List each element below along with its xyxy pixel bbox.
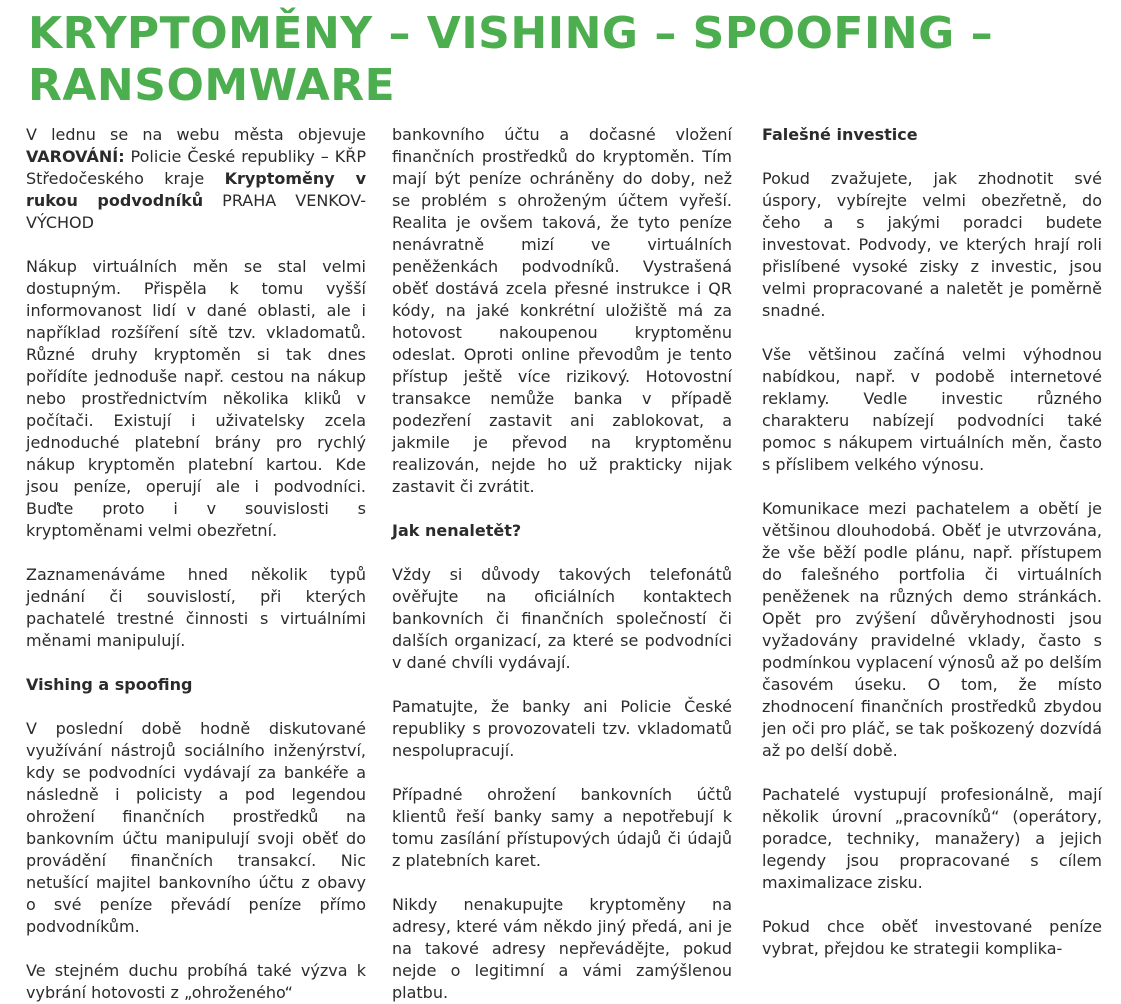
paragraph: bankovního účtu a dočasné vložení finančních prostředků do kryptoměn. Tím mají být peníze ochráněny do doby, než se problém s ohroženým účtem vyřeší. Realita je ovšem taková, že tyto peníze nenávratně mizí ve virtuálních peněženkách podvodníků. Vystrašená oběť dostává zcela přesné instrukce i QR kódy, na jaké konkrétní uložiště má za hotovost nakoupenou kryptoměnu odeslat. Oproti online převodům je tento přístup ještě více rizikový. Hotovostní transakce nemůže banka v případě podezření zastavit ani zablokovat, a jakmile je převod na kryptoměnu realizován, nejde ho už prakticky nijak zastavit či zvrátit. — [392, 125, 732, 496]
section-heading-how-not-to-fall: Jak nenaletět? — [392, 521, 522, 540]
paragraph: Pachatelé vystupují profesionálně, mají několik úrovní „pracovníků“ (operátory, poradce, techniky, manažery) a jejich legendy jsou propracované s cílem maximalizace zisku. — [762, 785, 1102, 892]
paragraph: Vše většinou začíná velmi výhodnou nabídkou, např. v podobě internetové reklamy. Vedle investic různého charakteru nabízejí podvodníci také pomoc s nákupem virtuálních měn, často s příslibem velkého výnosu. — [762, 345, 1102, 474]
section-heading-fake-investments: Falešné investice — [762, 125, 918, 144]
paragraph: V poslední době hodně diskutované využívání nástrojů sociálního inženýrství, kdy se podvodníci vydávají za bankéře a následně i policisty a pod legendou ohrožení finančních prostředků na bankovním účtu manipulují svoji oběť do provádění finančních transakcí. Nic netušící majitel bankovního účtu z obavy o své peníze převádí peníze přímo podvodníkům. — [26, 719, 366, 936]
paragraph: Případné ohrožení bankovních účtů klientů řeší banky samy a nepotřebují k tomu zasílání přístupových údajů či údajů z platebních karet. — [392, 785, 732, 870]
intro-text-c: Policie České republiky – KŘP Středočeského kraje — [26, 147, 366, 188]
intro-text-e: PRAHA VENKOV-VÝCHOD — [26, 191, 367, 232]
paragraph: Pokud zvažujete, jak zhodnotit své úspory, vybírejte velmi obezřetně, do čeho a s jakými poradci budete investovat. Podvody, ve kterých hrají roli přislíbené vysoké zisky z investic, jsou velmi propracované a naletět je poměrně snadné. — [762, 169, 1102, 320]
warning-headline: Kryptoměny v rukou podvodníků — [26, 169, 366, 210]
article-column-3 — [762, 124, 1102, 960]
paragraph: Nákup virtuálních měn se stal velmi dostupným. Přispěla k tomu vyšší informovanost lidí v dané oblasti, ale i například rozšíření sítě tzv. vkladomatů. Různé druhy kryptoměn si tak dnes pořídíte jednoduše např. cestou na nákup nebo prostřednictvím několika kliků v počítači. Existují i uživatelsky zcela jednoduché platební brány pro rychlý nákup kryptoměn platební kartou. Kde jsou peníze, operují ale i podvodníci. Buďte proto i v souvislosti s kryptoměnami velmi obezřetní. — [26, 257, 366, 540]
paragraph: Pamatujte, že banky ani Policie České republiky s provozovateli tzv. vkladomatů nespolupracují. — [392, 697, 732, 760]
article-title: KRYPTOMĚNY – VISHING – SPOOFING – RANSOMWARE — [28, 8, 994, 111]
section-heading-vishing: Vishing a spoofing — [26, 675, 193, 694]
intro-paragraph — [26, 124, 366, 234]
warning-label: VAROVÁNÍ: — [26, 147, 125, 166]
paragraph: Ve stejném duchu probíhá také výzva k vybrání hotovosti z „ohroženého“ — [26, 961, 366, 1002]
intro-text-a: V lednu se na webu města objevuje — [26, 125, 366, 144]
paragraph: Pokud chce oběť investované peníze vybrat, přejdou ke strategii komplika- — [762, 917, 1102, 958]
paragraph: Nikdy nenakupujte kryptoměny na adresy, které vám někdo jiný předá, ani je na takové adresy nepřevádějte, pokud nejde o legitimní a vámi zamýšlenou platbu. — [392, 895, 732, 1002]
article-column-2 — [392, 124, 732, 1004]
paragraph: Zaznamenáváme hned několik typů jednání či souvislostí, při kterých pachatelé trestné činnosti s virtuálními měnami manipulují. — [26, 565, 366, 650]
paragraph: Komunikace mezi pachatelem a obětí je většinou dlouhodobá. Oběť je utvrzována, že vše běží podle plánu, např. přístupem do falešného portfolia či virtuálních peněženek na různých demo stránkách. Opět pro zvýšení důvěryhodnosti jsou vyžadovány pravidelné vklady, často s podmínkou vyplacení výnosů až po delším časovém úseku. O tom, že místo zhodnocení finančních prostředků zbydou jen oči pro pláč, se tak poškozený dozvídá až po delší době. — [762, 499, 1102, 760]
article-column-1 — [26, 124, 366, 1004]
paragraph: Vždy si důvody takových telefonátů ověřujte na oficiálních kontaktech bankovních či finančních společností či dalších organizací, za které se podvodníci v dané chvíli vydávají. — [392, 565, 732, 672]
